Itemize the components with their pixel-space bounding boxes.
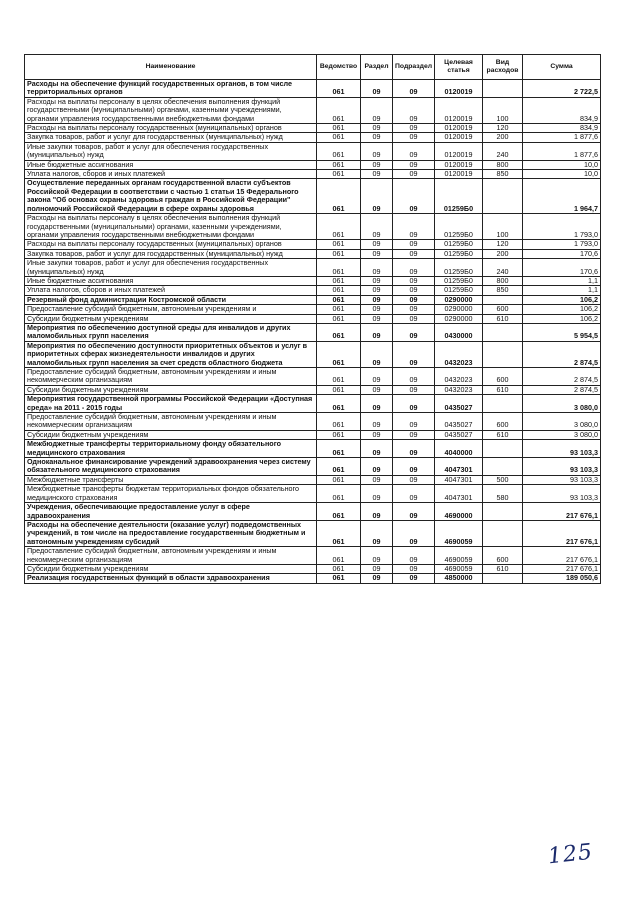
cell-ved: 061 [317,124,361,133]
table-row [25,458,601,476]
cell-name: Межбюджетные трансферты [25,475,317,484]
cell-name: Реализация государственных функций в области здравоохранения [25,574,317,583]
cell-razdel: 09 [361,323,393,341]
table-row [25,503,601,521]
cell-ved: 061 [317,259,361,277]
cell-summa: 217 676,1 [523,503,601,521]
cell-statya: 0435027 [435,430,483,439]
cell-podrazdel: 09 [393,341,435,367]
table-row [25,170,601,179]
cell-vid: 850 [483,286,523,295]
cell-razdel: 09 [361,160,393,169]
cell-name: Межбюджетные трансферты территориальному фонду обязательного медицинского страхования [25,440,317,458]
cell-summa: 5 954,5 [523,323,601,341]
cell-name: Субсидии бюджетным учреждениям [25,314,317,323]
cell-summa: 217 676,1 [523,564,601,573]
table-body [25,80,601,584]
cell-vid [483,574,523,583]
cell-statya: 4850000 [435,574,483,583]
cell-razdel: 09 [361,368,393,386]
cell-podrazdel: 09 [393,305,435,314]
cell-razdel: 09 [361,179,393,214]
cell-razdel: 09 [361,214,393,240]
cell-razdel: 09 [361,142,393,160]
cell-name: Мероприятия по обеспечению доступной среды для инвалидов и других маломобильных групп населения [25,323,317,341]
cell-ved: 061 [317,503,361,521]
cell-summa: 834,9 [523,97,601,123]
cell-name: Предоставление субсидий бюджетным, автономным учреждениям и [25,305,317,314]
cell-statya: 0435027 [435,395,483,413]
cell-statya: 0120019 [435,170,483,179]
cell-vid: 610 [483,385,523,394]
cell-razdel: 09 [361,314,393,323]
cell-razdel: 09 [361,249,393,258]
cell-summa: 1,1 [523,276,601,285]
header-row [25,55,601,80]
cell-vid: 600 [483,368,523,386]
cell-name: Уплата налогов, сборов и иных платежей [25,286,317,295]
cell-razdel: 09 [361,475,393,484]
cell-ved: 061 [317,314,361,323]
cell-ved: 061 [317,430,361,439]
cell-vid: 600 [483,305,523,314]
cell-podrazdel: 09 [393,97,435,123]
cell-podrazdel: 09 [393,249,435,258]
cell-summa: 1 964,7 [523,179,601,214]
table-row [25,286,601,295]
table-row [25,430,601,439]
cell-podrazdel: 09 [393,276,435,285]
table-row [25,564,601,573]
cell-statya: 0120019 [435,160,483,169]
cell-podrazdel: 09 [393,286,435,295]
cell-summa: 189 050,6 [523,574,601,583]
cell-name: Расходы на обеспечение функций государственных органов, в том числе территориальных органов [25,80,317,98]
cell-vid [483,295,523,304]
cell-name: Расходы на выплаты персоналу в целях обеспечения выполнения функций государственными (муниципальными) органами, казенными учреждениями, органами управления государственными внебюджетными фондами [25,214,317,240]
cell-vid: 100 [483,214,523,240]
cell-name: Расходы на выплаты персоналу в целях обеспечения выполнения функций государственными (муниципальными) органами, казенными учреждениями, органами управления государственными внебюджетными фондами [25,97,317,123]
cell-podrazdel: 09 [393,323,435,341]
cell-razdel: 09 [361,574,393,583]
cell-ved: 061 [317,485,361,503]
cell-summa: 93 103,3 [523,475,601,484]
cell-podrazdel: 09 [393,179,435,214]
cell-ved: 061 [317,395,361,413]
table-row [25,520,601,546]
cell-vid [483,458,523,476]
cell-vid [483,179,523,214]
table-row [25,440,601,458]
cell-summa: 2 874,5 [523,385,601,394]
cell-summa: 10,0 [523,160,601,169]
header-ved: Ведомство [317,55,361,80]
cell-summa: 1 877,6 [523,133,601,142]
cell-razdel: 09 [361,430,393,439]
cell-podrazdel: 09 [393,458,435,476]
cell-ved: 061 [317,368,361,386]
cell-ved: 061 [317,97,361,123]
cell-vid [483,520,523,546]
cell-vid [483,395,523,413]
cell-razdel: 09 [361,295,393,304]
cell-vid [483,323,523,341]
cell-razdel: 09 [361,170,393,179]
cell-name: Одноканальное финансирование учреждений здравоохранения через систему обязательного медицинского страхования [25,458,317,476]
cell-podrazdel: 09 [393,547,435,565]
cell-summa: 106,2 [523,314,601,323]
cell-ved: 061 [317,276,361,285]
cell-statya: 0120019 [435,80,483,98]
page-number: 125 [546,839,595,870]
cell-ved: 061 [317,286,361,295]
cell-podrazdel: 09 [393,413,435,431]
cell-name: Расходы на обеспечение деятельности (оказание услуг) подведомственных учреждений, в том числе на предоставление государственным бюджетным и автономным учреждениям субсидий [25,520,317,546]
cell-ved: 061 [317,341,361,367]
cell-razdel: 09 [361,80,393,98]
table-row [25,368,601,386]
cell-name: Учреждения, обеспечивающие предоставление услуг в сфере здравоохранения [25,503,317,521]
cell-statya: 0290000 [435,305,483,314]
cell-podrazdel: 09 [393,314,435,323]
cell-summa: 106,2 [523,305,601,314]
cell-statya: 4690059 [435,547,483,565]
table-row [25,574,601,583]
cell-vid: 610 [483,314,523,323]
cell-podrazdel: 09 [393,440,435,458]
cell-statya: 01259Б0 [435,276,483,285]
cell-summa: 10,0 [523,170,601,179]
cell-name: Расходы на выплаты персоналу государственных (муниципальных) органов [25,124,317,133]
cell-name: Закупка товаров, работ и услуг для государственных (муниципальных) нужд [25,249,317,258]
cell-vid: 610 [483,430,523,439]
table-row [25,249,601,258]
table-row [25,305,601,314]
cell-ved: 061 [317,574,361,583]
cell-summa: 217 676,1 [523,520,601,546]
cell-name: Закупка товаров, работ и услуг для государственных (муниципальных) нужд [25,133,317,142]
header-vid: Вид расходов [483,55,523,80]
cell-podrazdel: 09 [393,240,435,249]
cell-summa: 1 877,6 [523,142,601,160]
cell-podrazdel: 09 [393,395,435,413]
cell-razdel: 09 [361,385,393,394]
cell-vid: 120 [483,124,523,133]
cell-razdel: 09 [361,305,393,314]
cell-vid [483,440,523,458]
cell-vid: 850 [483,170,523,179]
cell-ved: 061 [317,214,361,240]
cell-summa: 2 874,5 [523,368,601,386]
cell-summa: 1 793,0 [523,240,601,249]
table-row [25,179,601,214]
cell-ved: 061 [317,305,361,314]
cell-statya: 0120019 [435,97,483,123]
cell-name: Предоставление субсидий бюджетным, автономным учреждениям и иным некоммерческим организациям [25,413,317,431]
cell-ved: 061 [317,249,361,258]
cell-statya: 01259Б0 [435,286,483,295]
cell-statya: 4690059 [435,564,483,573]
table-row [25,341,601,367]
cell-name: Субсидии бюджетным учреждениям [25,564,317,573]
table-row [25,314,601,323]
cell-vid: 600 [483,413,523,431]
cell-podrazdel: 09 [393,259,435,277]
cell-statya: 0432023 [435,341,483,367]
cell-ved: 061 [317,80,361,98]
cell-summa: 217 676,1 [523,547,601,565]
cell-statya: 0120019 [435,142,483,160]
cell-razdel: 09 [361,485,393,503]
cell-name: Предоставление субсидий бюджетным, автономным учреждениям и иным некоммерческим организациям [25,547,317,565]
cell-razdel: 09 [361,286,393,295]
cell-statya: 0120019 [435,124,483,133]
cell-name: Субсидии бюджетным учреждениям [25,385,317,394]
table-row [25,80,601,98]
cell-statya: 0435027 [435,413,483,431]
cell-razdel: 09 [361,276,393,285]
table-row [25,475,601,484]
cell-summa: 3 080,0 [523,395,601,413]
cell-name: Предоставление субсидий бюджетным, автономным учреждениям и иным некоммерческим организациям [25,368,317,386]
cell-vid: 800 [483,160,523,169]
header-razdel: Раздел [361,55,393,80]
table-row [25,413,601,431]
cell-vid: 610 [483,564,523,573]
cell-summa: 93 103,3 [523,485,601,503]
table-row [25,124,601,133]
cell-vid: 120 [483,240,523,249]
cell-podrazdel: 09 [393,503,435,521]
cell-vid: 580 [483,485,523,503]
cell-summa: 93 103,3 [523,458,601,476]
cell-podrazdel: 09 [393,485,435,503]
table-row [25,295,601,304]
cell-podrazdel: 09 [393,133,435,142]
cell-ved: 061 [317,458,361,476]
cell-statya: 01259Б0 [435,214,483,240]
cell-ved: 061 [317,142,361,160]
cell-name: Иные закупки товаров, работ и услуг для обеспечения государственных (муниципальных) нужд [25,259,317,277]
cell-razdel: 09 [361,503,393,521]
cell-name: Мероприятия государственной программы Российской Федерации «Доступная среда» на 2011 - 2015 годы [25,395,317,413]
cell-summa: 170,6 [523,249,601,258]
cell-statya: 0120019 [435,133,483,142]
budget-table [24,54,601,584]
cell-summa: 106,2 [523,295,601,304]
cell-vid [483,503,523,521]
cell-statya: 01259Б0 [435,249,483,258]
cell-podrazdel: 09 [393,564,435,573]
table-row [25,395,601,413]
cell-razdel: 09 [361,133,393,142]
cell-podrazdel: 09 [393,170,435,179]
cell-vid: 200 [483,249,523,258]
table-row [25,214,601,240]
cell-razdel: 09 [361,458,393,476]
cell-name: Мероприятия по обеспечению доступности приоритетных объектов и услуг в приоритетных сферах жизнедеятельности инвалидов и других маломобильных групп населения за счет средств областного бюджета [25,341,317,367]
cell-podrazdel: 09 [393,214,435,240]
cell-vid: 240 [483,259,523,277]
cell-ved: 061 [317,295,361,304]
cell-statya: 01259Б0 [435,259,483,277]
cell-statya: 4690059 [435,520,483,546]
cell-statya: 01259Б0 [435,240,483,249]
header-summa: Сумма [523,55,601,80]
cell-statya: 4047301 [435,458,483,476]
cell-podrazdel: 09 [393,574,435,583]
cell-podrazdel: 09 [393,160,435,169]
cell-podrazdel: 09 [393,80,435,98]
table-row [25,133,601,142]
table-row [25,142,601,160]
cell-name: Расходы на выплаты персоналу государственных (муниципальных) органов [25,240,317,249]
cell-vid: 240 [483,142,523,160]
table-row [25,547,601,565]
cell-vid [483,341,523,367]
cell-ved: 061 [317,323,361,341]
cell-podrazdel: 09 [393,142,435,160]
cell-razdel: 09 [361,97,393,123]
table-row [25,323,601,341]
cell-statya: 4040000 [435,440,483,458]
cell-razdel: 09 [361,395,393,413]
cell-vid: 500 [483,475,523,484]
cell-ved: 061 [317,440,361,458]
cell-ved: 061 [317,520,361,546]
cell-summa: 3 080,0 [523,413,601,431]
table-row [25,385,601,394]
cell-razdel: 09 [361,413,393,431]
cell-podrazdel: 09 [393,368,435,386]
cell-summa: 2 874,5 [523,341,601,367]
cell-vid [483,80,523,98]
cell-statya: 0432023 [435,385,483,394]
cell-statya: 4047301 [435,475,483,484]
table-row [25,160,601,169]
cell-statya: 4690000 [435,503,483,521]
cell-ved: 061 [317,475,361,484]
table-row [25,485,601,503]
cell-vid: 800 [483,276,523,285]
cell-podrazdel: 09 [393,475,435,484]
cell-vid: 600 [483,547,523,565]
table-row [25,276,601,285]
cell-podrazdel: 09 [393,385,435,394]
cell-ved: 061 [317,385,361,394]
cell-statya: 0430000 [435,323,483,341]
cell-name: Иные закупки товаров, работ и услуг для обеспечения государственных (муниципальных) нужд [25,142,317,160]
cell-ved: 061 [317,133,361,142]
cell-razdel: 09 [361,564,393,573]
cell-name: Осуществление переданных органам государственной власти субъектов Российской Федерации в соответствии с частью 1 статьи 15 Федерального закона "Об основах охраны здоровья граждан в Российской Федерации" полномочий Российской Федерации в сфере охраны здоровья [25,179,317,214]
cell-ved: 061 [317,547,361,565]
table-row [25,259,601,277]
cell-razdel: 09 [361,240,393,249]
cell-razdel: 09 [361,124,393,133]
cell-statya: 01259Б0 [435,179,483,214]
table-row [25,97,601,123]
cell-name: Резервный фонд администрации Костромской области [25,295,317,304]
cell-podrazdel: 09 [393,520,435,546]
cell-ved: 061 [317,160,361,169]
cell-name: Иные бюджетные ассигнования [25,276,317,285]
cell-statya: 0290000 [435,314,483,323]
cell-statya: 4047301 [435,485,483,503]
header-podrazdel: Подраздел [393,55,435,80]
cell-razdel: 09 [361,440,393,458]
cell-podrazdel: 09 [393,430,435,439]
cell-razdel: 09 [361,259,393,277]
cell-ved: 061 [317,564,361,573]
cell-ved: 061 [317,179,361,214]
cell-statya: 0432023 [435,368,483,386]
cell-summa: 2 722,5 [523,80,601,98]
cell-summa: 834,9 [523,124,601,133]
cell-razdel: 09 [361,547,393,565]
cell-razdel: 09 [361,520,393,546]
cell-summa: 1 793,0 [523,214,601,240]
cell-summa: 3 080,0 [523,430,601,439]
table-header [25,55,601,80]
cell-razdel: 09 [361,341,393,367]
cell-podrazdel: 09 [393,295,435,304]
cell-summa: 1,1 [523,286,601,295]
cell-vid: 100 [483,97,523,123]
header-statya: Целевая статья [435,55,483,80]
cell-ved: 061 [317,413,361,431]
table-row [25,240,601,249]
cell-summa: 93 103,3 [523,440,601,458]
header-name: Наименование [25,55,317,80]
cell-vid: 200 [483,133,523,142]
cell-name: Уплата налогов, сборов и иных платежей [25,170,317,179]
cell-name: Субсидии бюджетным учреждениям [25,430,317,439]
cell-name: Иные бюджетные ассигнования [25,160,317,169]
cell-name: Межбюджетные трансферты бюджетам территориальных фондов обязательного медицинского страхования [25,485,317,503]
cell-statya: 0290000 [435,295,483,304]
cell-podrazdel: 09 [393,124,435,133]
cell-summa: 170,6 [523,259,601,277]
cell-ved: 061 [317,170,361,179]
cell-ved: 061 [317,240,361,249]
